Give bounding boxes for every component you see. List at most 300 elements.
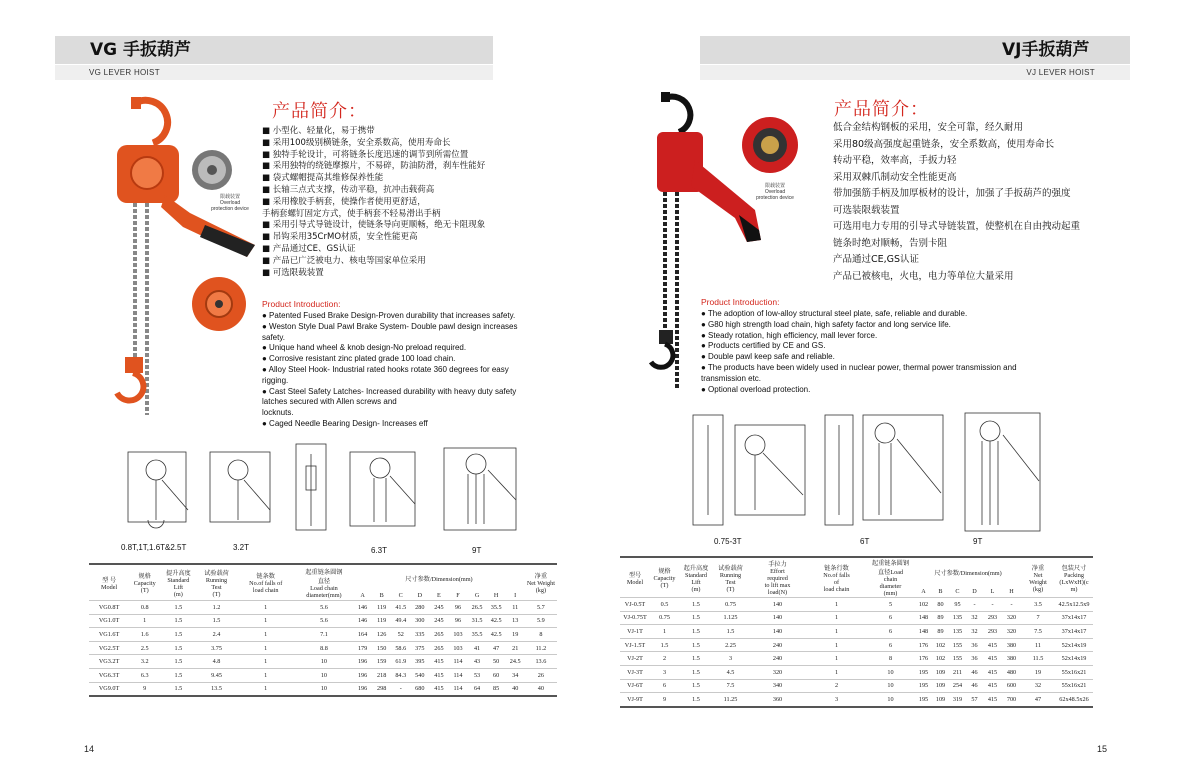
table-cell: 80 <box>932 598 949 612</box>
table-cell: 55x16x21 <box>1055 679 1093 693</box>
table-cell: 0.75 <box>713 598 748 612</box>
table-cell: 265 <box>429 628 448 642</box>
table-cell: 11 <box>506 601 525 615</box>
table-cell: 320 <box>1002 611 1021 625</box>
table-cell: - <box>966 598 983 612</box>
table-cell: 64 <box>468 682 487 696</box>
table-cell: 11.2 <box>525 641 557 655</box>
right-features-en <box>701 309 1017 395</box>
table-cell: 1 <box>807 625 866 639</box>
table-cell: 49.4 <box>391 614 410 628</box>
col-header: 净重 Net Weight (kg) <box>525 564 557 601</box>
table-cell: VG1.6T <box>89 628 129 642</box>
feature-cn: ■ 长轴三点式支撑，传动平稳，抗冲击载荷高 <box>262 184 435 195</box>
feature-en: ● Steady rotation, high efficiency, mall lever force. <box>701 330 878 340</box>
table-cell: 8.8 <box>295 641 353 655</box>
col-header: 链条数 No.of falls of load chain <box>237 564 295 601</box>
table-cell: 4.5 <box>713 665 748 679</box>
table-cell: 96 <box>448 601 467 615</box>
dim-col-header: G <box>474 592 480 599</box>
table-cell: 146 <box>353 614 372 628</box>
vg-dimension-drawings <box>118 440 523 540</box>
table-cell: 415 <box>429 668 448 682</box>
col-header: 包装尺寸 Packing (LxWxH)(c m) <box>1055 557 1093 598</box>
feature-en: locknuts. <box>262 408 294 418</box>
table-cell: 600 <box>1002 679 1021 693</box>
table-cell: 96 <box>448 614 467 628</box>
drawing-0.75-3t <box>693 415 805 525</box>
dim-col-header: C <box>398 592 403 599</box>
left-overload-note: 限载装置 Overload protection device <box>211 194 249 212</box>
table-cell: 36 <box>966 638 983 652</box>
table-cell: VJ-2T <box>620 652 650 666</box>
table-cell: 0.8 <box>129 601 160 615</box>
table-cell: 195 <box>915 665 932 679</box>
table-cell: VJ-3T <box>620 665 650 679</box>
table-cell: 319 <box>949 693 966 707</box>
table-cell: 13 <box>506 614 525 628</box>
table-cell: 1 <box>237 655 295 669</box>
table-cell: 1.5 <box>679 625 713 639</box>
table-cell: 540 <box>410 668 429 682</box>
table-cell: 89 <box>932 625 949 639</box>
table-cell: 35.5 <box>487 601 506 615</box>
table-cell: 2 <box>807 679 866 693</box>
feature-en: ● The products have been widely used in nuclear power, thermal power transmission and <box>701 362 1017 372</box>
table-cell: 7.1 <box>295 628 353 642</box>
table-cell: 2.4 <box>196 628 236 642</box>
feature-en: ● Patented Fused Brake Design-Proven durability that increases safety. <box>262 311 516 320</box>
feature-en: ● Cast Steel Safety Latches- Increased durability with heavy duty safety <box>262 386 517 396</box>
table-cell: 1 <box>237 628 295 642</box>
table-cell: 140 <box>748 625 807 639</box>
feature-en: safety. <box>262 332 285 342</box>
table-row <box>620 665 1093 679</box>
vg-spec-table <box>89 563 557 697</box>
dim-col-header: C <box>955 588 960 596</box>
feature-en: ● Caged Needle Bearing Design- Increases eff <box>262 418 428 428</box>
left-features-en <box>262 311 517 430</box>
table-cell: 109 <box>932 693 949 707</box>
table-cell: 196 <box>353 655 372 669</box>
table-row <box>620 679 1093 693</box>
table-cell: 62x48.5x26 <box>1055 693 1093 707</box>
table-cell: 380 <box>1002 652 1021 666</box>
table-cell: 2 <box>650 652 679 666</box>
table-cell: 159 <box>372 655 391 669</box>
table-cell: 335 <box>410 628 429 642</box>
feature-en: rigging. <box>262 375 289 385</box>
table-cell: 10 <box>866 693 915 707</box>
table-cell: 58.6 <box>391 641 410 655</box>
table-cell: 5.7 <box>525 601 557 615</box>
table-cell: 119 <box>372 601 391 615</box>
dim-col-header: D <box>417 592 423 599</box>
feature-en: transmission etc. <box>701 373 762 383</box>
table-cell: VG9.0T <box>89 682 129 696</box>
table-cell: 24.5 <box>506 655 525 669</box>
vj-dimension-drawings <box>685 405 1045 535</box>
table-cell: 280 <box>410 601 429 615</box>
table-cell: 41.5 <box>391 601 410 615</box>
table-cell: 1 <box>237 641 295 655</box>
table-cell: 37x14x17 <box>1055 625 1093 639</box>
table-cell: 61.9 <box>391 655 410 669</box>
table-cell: 196 <box>353 668 372 682</box>
table-cell: 480 <box>1002 665 1021 679</box>
drawing-0.8t <box>128 452 188 528</box>
col-header: 链条行数 No.of falls of load chain <box>807 557 866 598</box>
col-header: 尺寸参数/Dimension(mm) <box>915 557 1021 587</box>
table-cell: 57 <box>966 693 983 707</box>
table-cell: 8 <box>866 652 915 666</box>
table-cell: 19 <box>1021 665 1055 679</box>
table-cell: 1.5 <box>650 638 679 652</box>
drawing-side <box>296 444 326 530</box>
col-header: 规格 Capacity (T) <box>129 564 160 601</box>
table-cell: 53 <box>468 668 487 682</box>
table-cell: VG3.2T <box>89 655 129 669</box>
table-row <box>620 652 1093 666</box>
vg-fig-label: 6.3T <box>371 546 388 555</box>
table-cell: 3 <box>807 693 866 707</box>
col-header: 型 号 Model <box>89 564 129 601</box>
table-cell: 1.5 <box>160 668 196 682</box>
table-cell: 11.25 <box>713 693 748 707</box>
table-cell: 26 <box>525 668 557 682</box>
table-cell: VJ-0.75T <box>620 611 650 625</box>
table-cell: 102 <box>932 638 949 652</box>
feature-cn: 链条时绝对顺畅，告别卡阻 <box>833 237 948 249</box>
table-cell: 52x14x19 <box>1055 638 1093 652</box>
table-cell: 1 <box>807 638 866 652</box>
table-cell: 47 <box>487 641 506 655</box>
table-cell: 114 <box>448 682 467 696</box>
table-cell: 135 <box>949 625 966 639</box>
table-cell: 114 <box>448 668 467 682</box>
feature-cn: ■ 采用100级别横链条，安全系数高，使用寿命长 <box>262 137 451 148</box>
table-row <box>89 668 557 682</box>
table-cell: 6 <box>866 638 915 652</box>
table-cell: 9.45 <box>196 668 236 682</box>
table-cell: VG1.0T <box>89 614 129 628</box>
table-row <box>620 693 1093 707</box>
table-row <box>89 628 557 642</box>
table-cell: 6 <box>866 611 915 625</box>
table-cell: 179 <box>353 641 372 655</box>
drawing-6t <box>825 415 943 525</box>
table-cell: 5.6 <box>295 614 353 628</box>
dim-col-header: E <box>437 592 441 599</box>
table-cell: 1.5 <box>679 652 713 666</box>
table-cell: 1.5 <box>160 655 196 669</box>
table-cell: 119 <box>372 614 391 628</box>
table-row <box>620 638 1093 652</box>
table-cell: 140 <box>748 611 807 625</box>
dim-col-header: B <box>379 592 384 599</box>
dim-col-header: B <box>938 588 943 596</box>
table-cell: 415 <box>429 682 448 696</box>
table-cell: 1.5 <box>679 693 713 707</box>
overload-device-image <box>190 275 248 333</box>
table-cell: 11.5 <box>1021 652 1055 666</box>
table-cell: 9 <box>650 693 679 707</box>
dim-col-header: H <box>1009 588 1014 596</box>
table-cell: 102 <box>932 652 949 666</box>
table-cell: 109 <box>932 665 949 679</box>
table-cell: 1 <box>237 668 295 682</box>
table-cell: 2.25 <box>713 638 748 652</box>
table-row <box>89 655 557 669</box>
table-cell: 211 <box>949 665 966 679</box>
vj-fig-label: 9T <box>973 537 983 546</box>
table-cell: 42.5 <box>487 614 506 628</box>
table-cell: VJ-1T <box>620 625 650 639</box>
table-cell: 126 <box>372 628 391 642</box>
right-intro-heading: 产品简介： <box>834 99 929 120</box>
feature-cn: 可选用电力专用的引导式导链装置，使整机在自由拽动起重 <box>833 221 1081 232</box>
table-cell: - <box>983 598 1002 612</box>
col-header: 试验载荷 Running Test (T) <box>713 557 748 598</box>
table-cell: 3 <box>650 665 679 679</box>
table-cell: 2.5 <box>129 641 160 655</box>
col-header: 规格 Capacity (T) <box>650 557 679 598</box>
table-cell: 1 <box>807 598 866 612</box>
table-cell: 6.3 <box>129 668 160 682</box>
table-cell: 680 <box>410 682 429 696</box>
table-cell: 375 <box>410 641 429 655</box>
table-cell: 5 <box>866 598 915 612</box>
table-cell: 37x14x17 <box>1055 611 1093 625</box>
table-cell: - <box>391 682 410 696</box>
table-row <box>89 682 557 696</box>
table-cell: 293 <box>983 611 1002 625</box>
feature-cn: ■ 吊钩采用35CrMO材质，安全性能更高 <box>262 232 418 243</box>
table-cell: 9 <box>129 682 160 696</box>
table-cell: 7.5 <box>1021 625 1055 639</box>
table-cell: 1.5 <box>160 682 196 696</box>
table-cell: 26.5 <box>468 601 487 615</box>
table-cell: 46 <box>966 665 983 679</box>
feature-cn: 带加强筋手柄及加厚板材的设计，加强了手扳葫芦的强度 <box>833 188 1071 199</box>
vj-spec-table <box>620 556 1093 708</box>
table-cell: 1.2 <box>196 601 236 615</box>
vj-overload-device-image <box>740 115 800 175</box>
left-features-cn <box>262 126 485 279</box>
dim-col-header: I <box>514 592 517 599</box>
feature-cn: ■ 独特手轮设计，可将链条长度迅速的调节到所需位置 <box>262 149 469 160</box>
table-cell: - <box>1002 598 1021 612</box>
table-cell: 8 <box>525 628 557 642</box>
col-header: 净重 Net Weight (kg) <box>1021 557 1055 598</box>
table-cell: 5.6 <box>295 601 353 615</box>
feature-cn: 产品通过CE,GS认证 <box>833 254 920 265</box>
right-intro-en-heading: Product Introduction: <box>701 297 780 307</box>
table-row <box>620 625 1093 639</box>
table-cell: 6 <box>866 625 915 639</box>
feature-cn: ■ 产品已广泛被电力、核电等国家单位采用 <box>262 255 426 266</box>
table-cell: 1.5 <box>196 614 236 628</box>
table-cell: 176 <box>915 652 932 666</box>
table-cell: 135 <box>949 611 966 625</box>
table-cell: VJ-6T <box>620 679 650 693</box>
table-cell: 415 <box>983 665 1002 679</box>
table-cell: 195 <box>915 693 932 707</box>
table-cell: 265 <box>429 641 448 655</box>
table-row <box>89 641 557 655</box>
table-cell: 293 <box>983 625 1002 639</box>
table-cell: 140 <box>748 598 807 612</box>
table-cell: 300 <box>410 614 429 628</box>
table-cell: 1.5 <box>160 641 196 655</box>
feature-cn: ■ 采用橡胶手柄套，使操作者使用更舒适， <box>262 196 426 207</box>
feature-cn: ■ 采用引导式导链设计，使链条导向更顺畅，绝无卡阻现象 <box>262 220 486 231</box>
col-header: 起重链条圆钢 直径Load chain diameter (mm) <box>866 557 915 598</box>
table-cell: VG6.3T <box>89 668 129 682</box>
table-cell: 150 <box>372 641 391 655</box>
table-cell: 1 <box>807 611 866 625</box>
table-cell: 1 <box>237 682 295 696</box>
table-cell: 35.5 <box>468 628 487 642</box>
table-cell: 1.5 <box>713 625 748 639</box>
right-page-subtitle: VJ LEVER HOIST <box>700 65 1130 80</box>
table-row <box>89 601 557 615</box>
table-cell: 11 <box>1021 638 1055 652</box>
table-cell: 1 <box>129 614 160 628</box>
feature-en: ● Unique hand wheel & knob design-No preload required. <box>262 343 467 353</box>
feature-en: ● Double pawl keep safe and reliable. <box>701 352 835 362</box>
feature-en: ● G80 high strength load chain, high safety factor and long service life. <box>701 319 951 329</box>
table-cell: 13.5 <box>196 682 236 696</box>
right-features-cn <box>833 120 1080 285</box>
feature-en: ● The adoption of low-alloy structural steel plate, safe, reliable and durable. <box>701 309 968 318</box>
feature-cn: 产品已被核电，火电，电力等单位大量采用 <box>833 270 1014 282</box>
table-cell: 245 <box>429 614 448 628</box>
table-cell: 0.75 <box>650 611 679 625</box>
feature-cn: ■ 小型化、轻量化，易于携带 <box>262 126 375 136</box>
feature-en: ● Optional overload protection. <box>701 384 811 394</box>
table-cell: 32 <box>966 625 983 639</box>
table-cell: 10 <box>295 682 353 696</box>
table-cell: 146 <box>353 601 372 615</box>
table-cell: 1.5 <box>160 601 196 615</box>
table-cell: 3.5 <box>1021 598 1055 612</box>
table-cell: 46 <box>966 679 983 693</box>
table-cell: 1.5 <box>679 611 713 625</box>
table-cell: 1 <box>650 625 679 639</box>
table-cell: 3.75 <box>196 641 236 655</box>
table-cell: 109 <box>932 679 949 693</box>
table-cell: 254 <box>949 679 966 693</box>
table-row <box>620 611 1093 625</box>
table-cell: 1.6 <box>129 628 160 642</box>
table-cell: 395 <box>410 655 429 669</box>
gear-detail-image <box>190 148 234 192</box>
left-intro-heading: 产品简介： <box>272 101 367 122</box>
col-header: 手拉力 Effort required to lift max load(N) <box>748 557 807 598</box>
table-cell: 32 <box>1021 679 1055 693</box>
feature-en: ● Corrosive resistant zinc plated grade 100 load chain. <box>262 354 456 364</box>
table-cell: 340 <box>748 679 807 693</box>
table-cell: 298 <box>372 682 391 696</box>
table-cell: 1.5 <box>679 665 713 679</box>
table-row <box>89 614 557 628</box>
table-cell: VG2.5T <box>89 641 129 655</box>
col-header: 提升高度 Standard Lift (m) <box>160 564 196 601</box>
table-cell: 415 <box>983 652 1002 666</box>
drawing-9t <box>965 413 1040 531</box>
feature-en: ● Products certified by CE and GS. <box>701 341 826 351</box>
table-cell: 415 <box>983 638 1002 652</box>
table-cell: 1 <box>807 665 866 679</box>
table-cell: 32 <box>966 611 983 625</box>
table-cell: 10 <box>866 665 915 679</box>
table-cell: 415 <box>983 679 1002 693</box>
table-cell: 114 <box>448 655 467 669</box>
table-cell: 196 <box>353 682 372 696</box>
table-cell: 7.5 <box>713 679 748 693</box>
table-cell: 31.5 <box>468 614 487 628</box>
vg-fig-label: 3.2T <box>233 543 250 552</box>
dim-col-header: H <box>493 592 499 599</box>
table-cell: VG0.8T <box>89 601 129 615</box>
table-cell: 700 <box>1002 693 1021 707</box>
table-cell: 103 <box>448 641 467 655</box>
table-cell: 155 <box>949 652 966 666</box>
table-cell: 4.8 <box>196 655 236 669</box>
drawing-9t <box>444 448 516 530</box>
table-cell: 42.5x12.5x9 <box>1055 598 1093 612</box>
table-cell: 148 <box>915 611 932 625</box>
table-cell: 320 <box>1002 625 1021 639</box>
table-cell: 10 <box>295 668 353 682</box>
table-cell: 1.5 <box>679 598 713 612</box>
drawing-6.3t <box>350 452 415 526</box>
table-cell: 218 <box>372 668 391 682</box>
table-cell: 43 <box>468 655 487 669</box>
vj-fig-label: 0.75-3T <box>714 537 742 546</box>
feature-cn: 手柄套螺钉固定方式，使手柄套不轻易滑出手柄 <box>262 208 441 219</box>
right-page-title: VJ手扳葫芦 <box>1002 40 1090 60</box>
table-cell: 55x16x21 <box>1055 665 1093 679</box>
left-intro-en-heading: Product Introduction: <box>262 299 341 309</box>
table-cell: 148 <box>915 625 932 639</box>
table-cell: 360 <box>748 693 807 707</box>
table-cell: 240 <box>748 652 807 666</box>
table-cell: 52x14x19 <box>1055 652 1093 666</box>
table-cell: 42.5 <box>487 628 506 642</box>
right-page-number: 15 <box>1097 744 1108 754</box>
table-cell: 155 <box>949 638 966 652</box>
table-cell: 1.5 <box>679 638 713 652</box>
dim-col-header: A <box>921 588 926 596</box>
dim-col-header: D <box>972 588 977 596</box>
left-page-title: VG 手扳葫芦 <box>90 40 192 60</box>
feature-cn: ■ 可选限载装置 <box>262 267 324 278</box>
table-cell: 36 <box>966 652 983 666</box>
feature-en: ● Alloy Steel Hook- Industrial rated hooks rotate 360 degrees for easy <box>262 364 509 374</box>
table-cell: 60 <box>487 668 506 682</box>
table-cell: 102 <box>915 598 932 612</box>
table-cell: 415 <box>429 655 448 669</box>
table-cell: 47 <box>1021 693 1055 707</box>
table-cell: 1.5 <box>160 614 196 628</box>
table-cell: 1.5 <box>679 679 713 693</box>
table-cell: 240 <box>748 638 807 652</box>
table-cell: 5.9 <box>525 614 557 628</box>
col-header: 型号 Model <box>620 557 650 598</box>
dim-col-header: L <box>990 588 995 596</box>
